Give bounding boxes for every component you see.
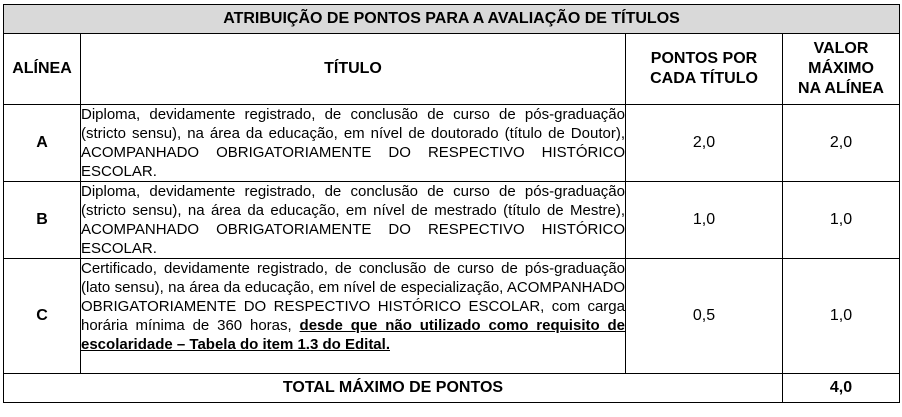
row-points-per-title: 1,0 [626, 182, 783, 259]
row-description [81, 105, 626, 182]
row-description [81, 259, 626, 374]
row-alinea: A [4, 105, 81, 182]
header-titulo: TÍTULO [81, 34, 626, 105]
table-row [4, 105, 900, 182]
total-row [4, 374, 900, 403]
row-points-per-title: 0,5 [626, 259, 783, 374]
total-label: TOTAL MÁXIMO DE PONTOS [4, 374, 783, 403]
header-valor-line-3: NA ALÍNEA [798, 80, 884, 97]
row-points-per-title: 2,0 [626, 105, 783, 182]
row-description [81, 182, 626, 259]
table-header-row [4, 34, 900, 105]
header-pontos-line-1: PONTOS POR [650, 50, 758, 67]
header-valor-line-1: VALOR [813, 40, 869, 57]
table-row [4, 259, 900, 374]
points-table [3, 4, 900, 403]
table-title-row [4, 5, 900, 34]
row-max-value: 1,0 [783, 259, 900, 374]
row-description-highlight: desde que não utilizado como requisito de escolaridade – Tabela do item 1.3 do Edital. [81, 317, 625, 353]
row-alinea: C [4, 259, 81, 374]
row-max-value: 1,0 [783, 182, 900, 259]
table-row [4, 182, 900, 259]
row-description-paragraph [81, 259, 625, 354]
table-title: ATRIBUIÇÃO DE PONTOS PARA A AVALIAÇÃO DE TÍTULOS [4, 5, 900, 34]
row-description-text: Diploma, devidamente registrado, de conclusão de curso de pós-graduação (stricto sensu), na área da educação, em nível de mestrado (título de Mestre), ACOMPANHADO OBRIGATORIAMENTE DO RESPECTIVO HISTÓRICO ESCOLAR. [81, 183, 625, 257]
header-valor-maximo [783, 34, 900, 105]
header-alinea: ALÍNEA [4, 34, 81, 105]
row-alinea: B [4, 182, 81, 259]
total-value: 4,0 [783, 374, 900, 403]
header-valor-line-2: MÁXIMO [808, 60, 874, 77]
header-pontos-por-titulo [626, 34, 783, 105]
row-description-text: Certificado, devidamente registrado, de conclusão de curso de pós-graduação (lato sensu), na área da educação, em nível de especialização, ACOMPANHADO OBRIGATORIAMENTE DO RESPECTIVO HISTÓRICO ESCOLAR, com carga horária mínima de 360 horas, [81, 260, 625, 334]
row-max-value: 2,0 [783, 105, 900, 182]
row-description-text: Diploma, devidamente registrado, de conclusão de curso de pós-graduação (stricto sensu), na área da educação, em nível de doutorado (título de Doutor), ACOMPANHADO OBRIGATORIAMENTE DO RESPECTIVO HISTÓRICO ESCOLAR. [81, 106, 625, 180]
header-pontos-line-2: CADA TÍTULO [650, 70, 758, 87]
